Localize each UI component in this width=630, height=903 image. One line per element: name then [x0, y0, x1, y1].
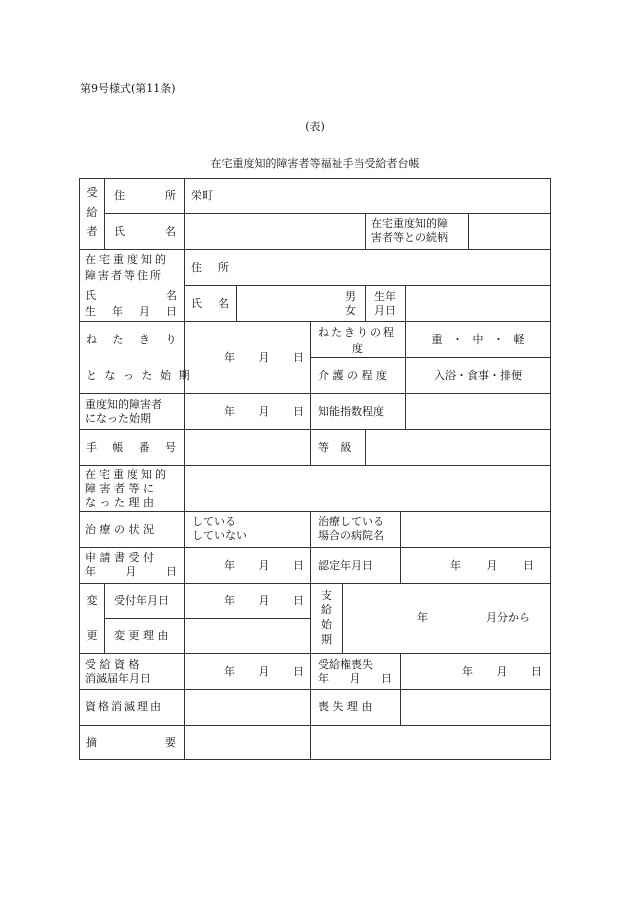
severe-label-1: 重度知的障害者 — [85, 398, 162, 411]
severe-label-2: になった始期 — [85, 412, 151, 425]
relation-label-2: 害者等との続柄 — [371, 231, 448, 244]
treatment-option-1[interactable]: している — [192, 515, 236, 528]
severe-date[interactable]: 年 月 日 — [224, 405, 304, 418]
rule — [79, 321, 551, 322]
rule — [310, 429, 311, 465]
iq-label: 知能指数程度 — [318, 405, 384, 418]
qualification-reason-label: 資格消滅理由 — [85, 700, 163, 713]
cert-date[interactable]: 年 月 日 — [450, 559, 534, 572]
bedridden-label-1: ね た き り — [86, 333, 183, 346]
change-received-label: 受付年月日 — [114, 594, 169, 607]
degree-label-1: ねたきりの程 — [318, 326, 396, 339]
birth-label-2: 月日 — [374, 304, 396, 317]
rule — [79, 511, 551, 512]
loss-label-2: 消滅届年月日 — [85, 672, 151, 685]
rule — [342, 583, 343, 653]
rule — [79, 583, 551, 584]
application-date[interactable]: 年 月 日 — [224, 559, 304, 572]
payment-label-1: 支 — [321, 589, 332, 602]
rule — [79, 689, 551, 690]
rule — [365, 213, 366, 249]
rule — [104, 618, 310, 619]
rule — [79, 393, 551, 394]
rule — [79, 653, 551, 654]
rule — [468, 213, 469, 249]
page-title: 在宅重度知的障害者等福祉手当受給者台帳 — [210, 157, 420, 170]
reason-line-3: な っ た 理 由 — [85, 496, 154, 509]
rule — [310, 357, 551, 358]
reason-line-1: 在宅重度知的 — [85, 468, 169, 481]
hospital-label-2: 場合の病院名 — [318, 529, 384, 542]
loss-right-date[interactable]: 年 月 日 — [462, 665, 542, 678]
treatment-label: 治 療 の 状 況 — [85, 523, 154, 536]
care-label: 介 護 の 程 度 — [318, 369, 387, 382]
rule — [236, 285, 237, 321]
change-label-2: 更 — [86, 629, 98, 642]
rule — [79, 429, 551, 430]
recipient-name-label: 氏 名 — [114, 225, 176, 238]
rule — [310, 321, 311, 429]
payment-from-year[interactable]: 年 — [417, 611, 428, 624]
rule — [79, 465, 551, 466]
rule — [104, 583, 105, 653]
change-label-1: 変 — [86, 594, 98, 607]
rule — [184, 285, 551, 286]
table-border-left — [79, 178, 80, 760]
person-name-label: 氏 名 — [191, 297, 229, 310]
notebook-number-label: 手 帳 番 号 — [86, 441, 176, 454]
sex-female: 女 — [345, 304, 356, 317]
recipient-address-value[interactable]: 栄町 — [191, 189, 213, 202]
application-label-1: 申 請 書 受 付 — [85, 551, 154, 564]
rule — [104, 178, 105, 249]
birth-label-1: 生年 — [374, 290, 396, 303]
rule — [405, 285, 406, 321]
rule — [400, 689, 401, 725]
payment-from-month[interactable]: 月分から — [486, 611, 530, 624]
rule — [365, 429, 366, 465]
bedridden-date[interactable]: 年 月 日 — [224, 351, 304, 364]
rule — [79, 249, 551, 250]
loss-right-label-2: 年 月 日 — [318, 672, 392, 685]
application-label-2: 年 月 日 — [85, 565, 177, 578]
person-label-4: 生 年 月 日 — [85, 305, 177, 318]
cert-label: 認定年月日 — [318, 559, 373, 572]
loss-label-1: 受 給 資 格 — [85, 658, 140, 671]
rule — [400, 547, 401, 583]
rule — [79, 725, 551, 726]
person-label-1: 在宅重度知的 — [85, 253, 169, 266]
recipient-label-2: 給 — [86, 206, 98, 219]
payment-label-4: 期 — [321, 633, 332, 646]
bedridden-label-2: と な っ た 始 期 — [86, 369, 192, 382]
degree-options[interactable]: 重 ・ 中 ・ 軽 — [431, 333, 525, 346]
table-border-right — [550, 178, 551, 760]
loss-date[interactable]: 年 月 日 — [224, 665, 304, 678]
rule — [104, 213, 551, 214]
change-reason-label: 変 更 理 由 — [114, 629, 169, 642]
rule — [365, 285, 366, 321]
rule — [400, 511, 401, 547]
recipient-label-3: 者 — [86, 225, 98, 238]
recipient-label-1: 受 — [86, 186, 98, 199]
hospital-label-1: 治療している — [318, 515, 384, 528]
side-label: (表) — [305, 120, 325, 133]
sex-male: 男 — [345, 290, 356, 303]
relation-label-1: 在宅重度知的障 — [371, 217, 448, 230]
recipient-address-label: 住 所 — [114, 189, 176, 202]
table-border-top — [79, 178, 551, 179]
treatment-option-2[interactable]: していない — [192, 529, 247, 542]
remarks-label: 摘 要 — [86, 736, 176, 749]
payment-label-2: 給 — [321, 603, 332, 616]
rule — [79, 547, 551, 548]
payment-label-3: 始 — [321, 618, 332, 631]
form-number: 第9号様式(第11条) — [80, 82, 176, 95]
rule — [184, 178, 185, 760]
reason-line-2: 障 害 者 等 に — [85, 482, 154, 495]
rule — [400, 653, 401, 689]
care-value[interactable]: 入浴・食事・排便 — [434, 369, 522, 382]
table-border-bottom — [79, 759, 551, 760]
person-address-label: 住 所 — [191, 261, 229, 274]
person-label-2: 障害者等住所 — [85, 269, 163, 282]
change-date[interactable]: 年 月 日 — [224, 594, 304, 607]
person-label-3: 氏 名 — [85, 289, 177, 302]
degree-label-2: 度 — [352, 342, 363, 355]
loss-reason-label: 喪 失 理 由 — [318, 700, 373, 713]
loss-right-label-1: 受給権喪失 — [318, 658, 373, 671]
grade-label: 等 級 — [318, 441, 352, 454]
